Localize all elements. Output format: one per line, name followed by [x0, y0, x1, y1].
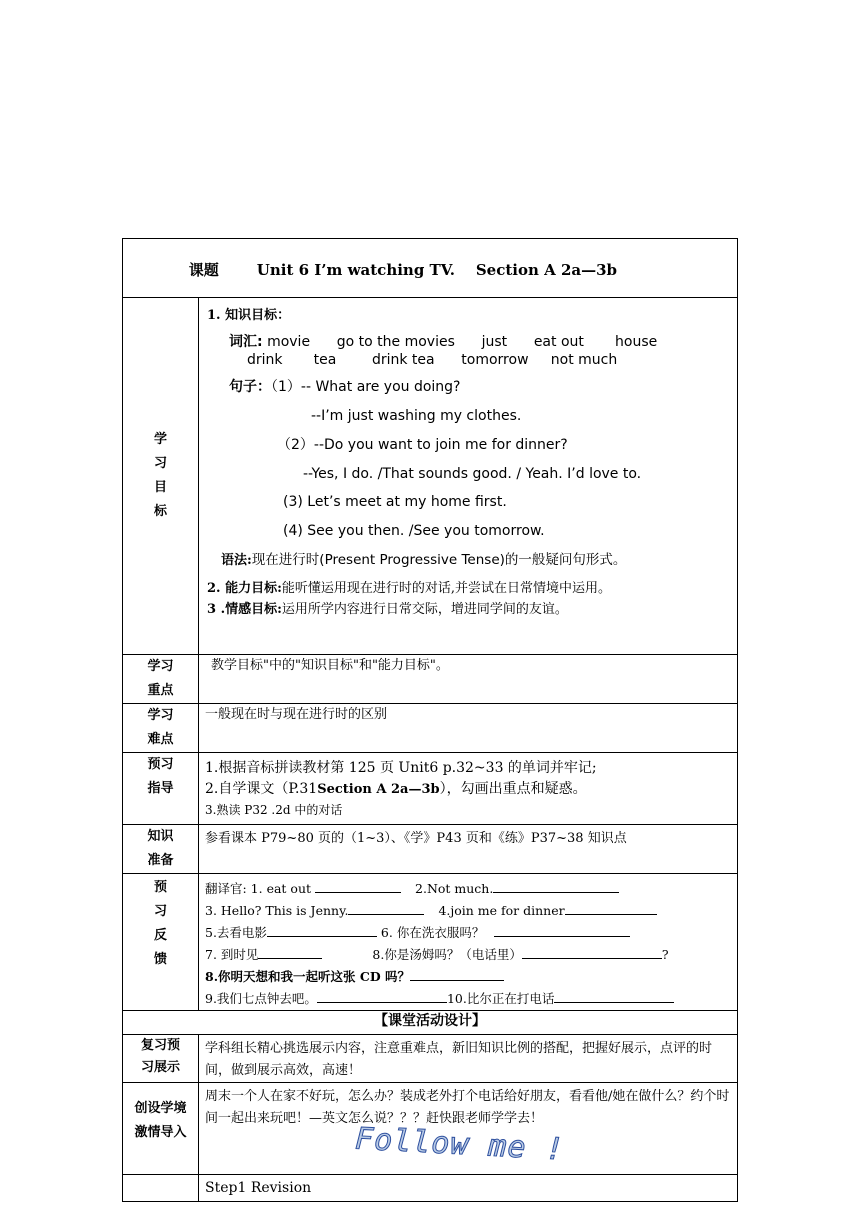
preview-step-3: 3.熟读 P32 .2d 中的对话 — [205, 803, 343, 817]
sentence-2-reply: --Yes, I do. /That sounds good. / Yeah. I’d love to. — [303, 465, 642, 482]
follow-me-wordart: Follow me ! — [354, 1121, 566, 1168]
feedback-line-4: 7. 到时见 8.你是汤姆吗？（电话里） ? — [205, 947, 669, 962]
step1-row — [123, 1175, 738, 1202]
preview-guide-row — [123, 753, 738, 825]
sentence-1-reply: --I’m just washing my clothes. — [311, 407, 522, 424]
difficulties-text: 一般现在时与现在进行时的区别 — [199, 704, 738, 753]
review-label: 复习预 习展示 — [123, 1035, 199, 1083]
feedback-line-2: 3. Hello? This is Jenny. 4.join me for dinner — [205, 900, 737, 922]
review-row — [123, 1035, 738, 1083]
lesson-plan-table — [122, 238, 738, 1202]
sentence-4: (4) See you then. /See you tomorrow. — [283, 523, 545, 540]
feedback-line-1: 翻译官: 1. eat out 2.Not much. — [205, 878, 737, 900]
knowledge-prep-label: 知识 准备 — [123, 825, 199, 874]
title-row — [123, 239, 738, 298]
knowledge-prep-row — [123, 825, 738, 874]
key-points-label: 学习 重点 — [123, 655, 199, 704]
lesson-title: Unit 6 I’m watching TV. Section A 2a—3b — [256, 261, 618, 279]
review-text: 学科组长精心挑选展示内容，注意重难点，新旧知识比例的搭配，把握好展示，点评的时间，做到展示高效，高速！ — [199, 1035, 738, 1083]
objectives-row — [123, 298, 738, 655]
objectives-label: 学 习 目 标 — [123, 298, 199, 655]
knowledge-heading: 1. 知识目标： — [207, 308, 291, 323]
section-header: 【课堂活动设计】 — [123, 1011, 738, 1035]
sentence-3: (3) Let’s meet at my home first. — [283, 494, 507, 511]
ability-goal: 2. 能力目标:能听懂运用现在进行时的对话,并尝试在日常情境中运用。 — [207, 580, 612, 596]
feedback-label: 预 习 反 馈 — [123, 874, 199, 1011]
section-header-row — [123, 1011, 738, 1035]
difficulties-row — [123, 704, 738, 753]
sentence-2: （2）--Do you want to join me for dinner? — [277, 436, 568, 453]
intro-content — [199, 1083, 738, 1175]
emotion-goal: 3 .情感目标:运用所学内容进行日常交际，增进同学间的友谊。 — [207, 602, 568, 618]
step1-text: Step1 Revision — [199, 1175, 738, 1202]
intro-text: 周末一个人在家不好玩，怎么办？装成老外打个电话给好朋友，看看他/她在做什么？约个时间一起出来玩吧！—英文怎么说？？？赶快跟老师学学去！ — [205, 1089, 730, 1126]
vocab-line-1: 词汇: movie go to the movies just eat out house — [229, 333, 658, 350]
feedback-line-3: 5.去看电影 6. 你在洗衣服吗？ — [205, 922, 737, 944]
preview-step-2: 2.自学课文（P.31Section A 2a—3b），勾画出重点和疑惑。 — [205, 781, 587, 797]
preview-guide-content — [199, 753, 738, 825]
feedback-line-6: 9.我们七点钟去吧。 10.比尔正在打电话 — [205, 988, 737, 1010]
intro-row — [123, 1083, 738, 1175]
grammar-line: 语法:现在进行时(Present Progressive Tense)的一般疑问句形式。 — [221, 551, 627, 568]
objectives-content — [199, 298, 738, 655]
sentence-1: 句子：（1）-- What are you doing? — [229, 379, 461, 396]
preview-guide-label: 预习 指导 — [123, 753, 199, 825]
difficulties-label: 学习 难点 — [123, 704, 199, 753]
feedback-content — [199, 874, 738, 1011]
feedback-row — [123, 874, 738, 1011]
preview-step-1: 1.根据音标拼读教材第 125 页 Unit6 p.32~33 的单词并牢记; — [205, 760, 597, 776]
key-points-row — [123, 655, 738, 704]
knowledge-prep-text: 参看课本 P79~80 页的（1~3）、《学》P43 页和《练》P37~38 知识点 — [199, 825, 738, 874]
step1-label-cell — [123, 1175, 199, 1202]
key-points-text: 教学目标"中的"知识目标"和"能力目标"。 — [199, 655, 738, 704]
feedback-line-5: 8.你明天想和我一起听这张 CD 吗？ — [205, 966, 737, 988]
vocab-line-2: drink tea drink tea tomorrow not much — [247, 352, 618, 369]
intro-label: 创设学境 激情导入 — [123, 1083, 199, 1175]
title-label: 课题 — [188, 261, 219, 279]
